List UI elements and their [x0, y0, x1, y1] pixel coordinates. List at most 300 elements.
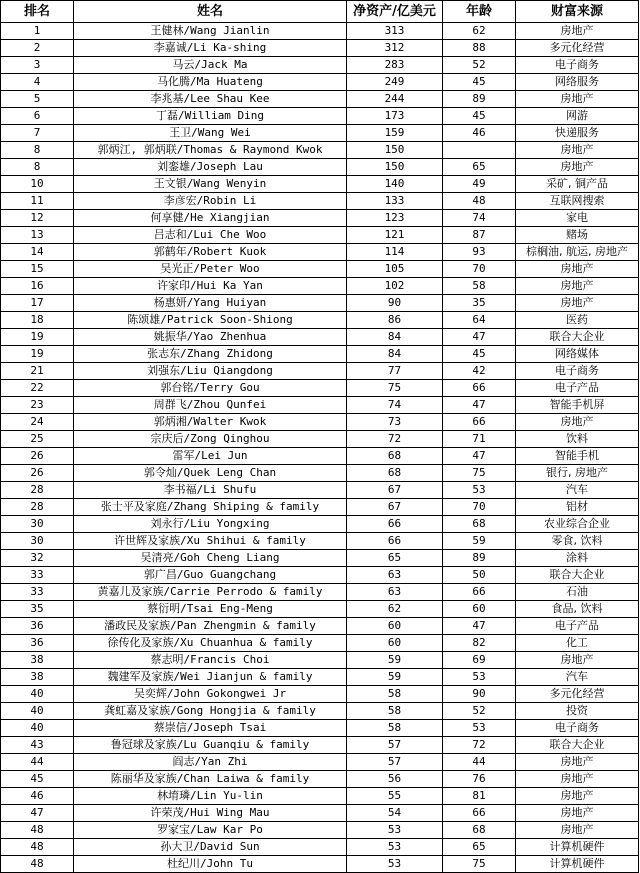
rank-cell: 33	[1, 567, 74, 584]
rank-cell: 30	[1, 533, 74, 550]
rank-cell: 2	[1, 40, 74, 57]
name-cell: 魏建军及家族/Wei Jianjun & family	[74, 669, 347, 686]
net-worth-cell: 57	[347, 754, 443, 771]
source-cell: 网络服务	[516, 74, 639, 91]
net-worth-cell: 66	[347, 516, 443, 533]
name-cell: 吴奕辉/John Gokongwei Jr	[74, 686, 347, 703]
net-worth-cell: 68	[347, 448, 443, 465]
age-cell: 59	[443, 533, 516, 550]
table-row	[1, 771, 639, 788]
age-cell: 68	[443, 516, 516, 533]
age-cell: 89	[443, 550, 516, 567]
name-cell: 鲁冠球及家族/Lu Guanqiu & family	[74, 737, 347, 754]
net-worth-cell: 60	[347, 635, 443, 652]
table-row	[1, 312, 639, 329]
source-cell: 涂料	[516, 550, 639, 567]
rank-cell: 32	[1, 550, 74, 567]
source-cell: 电子商务	[516, 363, 639, 380]
table-row	[1, 703, 639, 720]
source-cell: 计算机硬件	[516, 856, 639, 873]
rank-cell: 25	[1, 431, 74, 448]
name-cell: 郭广昌/Guo Guangchang	[74, 567, 347, 584]
source-cell: 化工	[516, 635, 639, 652]
source-cell: 房地产	[516, 754, 639, 771]
table-row	[1, 516, 639, 533]
source-cell: 电子产品	[516, 380, 639, 397]
net-worth-cell: 72	[347, 431, 443, 448]
name-cell: 吴光正/Peter Woo	[74, 261, 347, 278]
age-cell: 66	[443, 584, 516, 601]
age-cell: 75	[443, 856, 516, 873]
age-cell: 53	[443, 482, 516, 499]
age-cell: 66	[443, 380, 516, 397]
name-cell: 吕志和/Lui Che Woo	[74, 227, 347, 244]
net-worth-cell: 63	[347, 584, 443, 601]
age-cell: 89	[443, 91, 516, 108]
rank-cell: 13	[1, 227, 74, 244]
header-rank: 排名	[1, 1, 74, 23]
table-row	[1, 261, 639, 278]
table-row	[1, 822, 639, 839]
age-cell: 47	[443, 397, 516, 414]
name-cell: 郭令灿/Quek Leng Chan	[74, 465, 347, 482]
source-cell: 房地产	[516, 142, 639, 159]
age-cell: 50	[443, 567, 516, 584]
table-row	[1, 159, 639, 176]
net-worth-cell: 74	[347, 397, 443, 414]
table-row	[1, 550, 639, 567]
table-row	[1, 363, 639, 380]
name-cell: 马云/Jack Ma	[74, 57, 347, 74]
age-cell: 45	[443, 108, 516, 125]
age-cell: 87	[443, 227, 516, 244]
name-cell: 蔡崇信/Joseph Tsai	[74, 720, 347, 737]
rank-cell: 48	[1, 822, 74, 839]
net-worth-cell: 312	[347, 40, 443, 57]
source-cell: 互联网搜索	[516, 193, 639, 210]
source-cell: 网络媒体	[516, 346, 639, 363]
name-cell: 许荣茂/Hui Wing Mau	[74, 805, 347, 822]
rank-cell: 7	[1, 125, 74, 142]
age-cell: 53	[443, 720, 516, 737]
table-row	[1, 74, 639, 91]
rank-cell: 35	[1, 601, 74, 618]
rank-cell: 19	[1, 346, 74, 363]
net-worth-cell: 53	[347, 856, 443, 873]
table-row	[1, 856, 639, 873]
table-row	[1, 652, 639, 669]
table-row	[1, 686, 639, 703]
table-row	[1, 57, 639, 74]
name-cell: 何享健/He Xiangjian	[74, 210, 347, 227]
net-worth-cell: 133	[347, 193, 443, 210]
source-cell: 房地产	[516, 805, 639, 822]
name-cell: 孙大卫/David Sun	[74, 839, 347, 856]
table-row	[1, 448, 639, 465]
table-row	[1, 754, 639, 771]
source-cell: 房地产	[516, 23, 639, 40]
rank-cell: 40	[1, 703, 74, 720]
rank-cell: 38	[1, 652, 74, 669]
table-row	[1, 125, 639, 142]
name-cell: 李彦宏/Robin Li	[74, 193, 347, 210]
name-cell: 徐传化及家族/Xu Chuanhua & family	[74, 635, 347, 652]
rank-cell: 3	[1, 57, 74, 74]
rank-cell: 38	[1, 669, 74, 686]
name-cell: 吴清亮/Goh Cheng Liang	[74, 550, 347, 567]
net-worth-cell: 58	[347, 720, 443, 737]
source-cell: 房地产	[516, 295, 639, 312]
name-cell: 王文银/Wang Wenyin	[74, 176, 347, 193]
rank-cell: 44	[1, 754, 74, 771]
age-cell: 53	[443, 669, 516, 686]
net-worth-cell: 68	[347, 465, 443, 482]
source-cell: 房地产	[516, 159, 639, 176]
source-cell: 房地产	[516, 414, 639, 431]
name-cell: 郭台铭/Terry Gou	[74, 380, 347, 397]
table-row	[1, 482, 639, 499]
net-worth-cell: 150	[347, 142, 443, 159]
age-cell: 47	[443, 618, 516, 635]
table-row	[1, 788, 639, 805]
table-body	[1, 23, 639, 873]
net-worth-cell: 244	[347, 91, 443, 108]
age-cell: 49	[443, 176, 516, 193]
name-cell: 丁磊/William Ding	[74, 108, 347, 125]
rank-cell: 6	[1, 108, 74, 125]
age-cell: 71	[443, 431, 516, 448]
table-row	[1, 839, 639, 856]
table-row	[1, 618, 639, 635]
net-worth-cell: 75	[347, 380, 443, 397]
name-cell: 阎志/Yan Zhi	[74, 754, 347, 771]
source-cell: 电子产品	[516, 618, 639, 635]
source-cell: 多元化经营	[516, 40, 639, 57]
rank-cell: 8	[1, 159, 74, 176]
age-cell: 46	[443, 125, 516, 142]
name-cell: 蔡志明/Francis Choi	[74, 652, 347, 669]
rank-cell: 11	[1, 193, 74, 210]
rank-cell: 30	[1, 516, 74, 533]
net-worth-cell: 77	[347, 363, 443, 380]
source-cell: 投资	[516, 703, 639, 720]
header-source: 财富来源	[516, 1, 639, 23]
table-row	[1, 108, 639, 125]
table-row	[1, 244, 639, 261]
table-row	[1, 499, 639, 516]
rank-cell: 48	[1, 839, 74, 856]
table-row	[1, 584, 639, 601]
age-cell	[443, 142, 516, 159]
name-cell: 雷军/Lei Jun	[74, 448, 347, 465]
rank-cell: 24	[1, 414, 74, 431]
source-cell: 电子商务	[516, 57, 639, 74]
name-cell: 黄嘉儿及家族/Carrie Perrodo & family	[74, 584, 347, 601]
name-cell: 许世辉及家族/Xu Shihui & family	[74, 533, 347, 550]
source-cell: 饮料	[516, 431, 639, 448]
net-worth-cell: 53	[347, 839, 443, 856]
net-worth-cell: 65	[347, 550, 443, 567]
table-row	[1, 23, 639, 40]
age-cell: 74	[443, 210, 516, 227]
table-row	[1, 278, 639, 295]
age-cell: 90	[443, 686, 516, 703]
net-worth-cell: 86	[347, 312, 443, 329]
net-worth-cell: 283	[347, 57, 443, 74]
rank-cell: 21	[1, 363, 74, 380]
name-cell: 郭炳江, 郭炳联/Thomas & Raymond Kwok	[74, 142, 347, 159]
header-net-worth: 净资产/亿美元	[347, 1, 443, 23]
rank-cell: 28	[1, 482, 74, 499]
name-cell: 陈丽华及家族/Chan Laiwa & family	[74, 771, 347, 788]
rank-cell: 10	[1, 176, 74, 193]
table-row	[1, 720, 639, 737]
age-cell: 65	[443, 159, 516, 176]
net-worth-cell: 56	[347, 771, 443, 788]
net-worth-cell: 58	[347, 686, 443, 703]
net-worth-cell: 66	[347, 533, 443, 550]
name-cell: 宗庆后/Zong Qinghou	[74, 431, 347, 448]
header-name: 姓名	[74, 1, 347, 23]
net-worth-cell: 90	[347, 295, 443, 312]
table-row	[1, 40, 639, 57]
name-cell: 许家印/Hui Ka Yan	[74, 278, 347, 295]
age-cell: 52	[443, 57, 516, 74]
source-cell: 银行, 房地产	[516, 465, 639, 482]
source-cell: 智能手机屏	[516, 397, 639, 414]
rank-cell: 33	[1, 584, 74, 601]
rank-cell: 5	[1, 91, 74, 108]
source-cell: 网游	[516, 108, 639, 125]
rank-cell: 19	[1, 329, 74, 346]
net-worth-cell: 102	[347, 278, 443, 295]
source-cell: 石油	[516, 584, 639, 601]
age-cell: 68	[443, 822, 516, 839]
name-cell: 张士平及家庭/Zhang Shiping & family	[74, 499, 347, 516]
table-row	[1, 91, 639, 108]
net-worth-cell: 159	[347, 125, 443, 142]
source-cell: 采矿, 铜产品	[516, 176, 639, 193]
age-cell: 60	[443, 601, 516, 618]
name-cell: 王卫/Wang Wei	[74, 125, 347, 142]
header-row	[1, 1, 639, 23]
source-cell: 房地产	[516, 278, 639, 295]
net-worth-cell: 67	[347, 499, 443, 516]
source-cell: 房地产	[516, 652, 639, 669]
name-cell: 郭鹤年/Robert Kuok	[74, 244, 347, 261]
table-row	[1, 346, 639, 363]
rank-cell: 26	[1, 465, 74, 482]
name-cell: 李嘉诚/Li Ka-shing	[74, 40, 347, 57]
age-cell: 44	[443, 754, 516, 771]
age-cell: 45	[443, 74, 516, 91]
rank-cell: 47	[1, 805, 74, 822]
age-cell: 76	[443, 771, 516, 788]
age-cell: 52	[443, 703, 516, 720]
age-cell: 47	[443, 448, 516, 465]
age-cell: 35	[443, 295, 516, 312]
rank-cell: 1	[1, 23, 74, 40]
net-worth-cell: 249	[347, 74, 443, 91]
table-row	[1, 414, 639, 431]
source-cell: 计算机硬件	[516, 839, 639, 856]
net-worth-cell: 54	[347, 805, 443, 822]
rank-cell: 46	[1, 788, 74, 805]
source-cell: 联合大企业	[516, 567, 639, 584]
net-worth-cell: 114	[347, 244, 443, 261]
rank-cell: 36	[1, 635, 74, 652]
age-cell: 70	[443, 499, 516, 516]
name-cell: 罗家宝/Law Kar Po	[74, 822, 347, 839]
net-worth-cell: 53	[347, 822, 443, 839]
source-cell: 房地产	[516, 261, 639, 278]
table-row	[1, 737, 639, 754]
table-row	[1, 805, 639, 822]
age-cell: 66	[443, 805, 516, 822]
net-worth-cell: 57	[347, 737, 443, 754]
table-row	[1, 669, 639, 686]
table-row	[1, 533, 639, 550]
rank-cell: 8	[1, 142, 74, 159]
name-cell: 林堉璘/Lin Yu-lin	[74, 788, 347, 805]
age-cell: 81	[443, 788, 516, 805]
source-cell: 房地产	[516, 822, 639, 839]
rank-cell: 14	[1, 244, 74, 261]
source-cell: 快递服务	[516, 125, 639, 142]
net-worth-cell: 55	[347, 788, 443, 805]
name-cell: 王健林/Wang Jianlin	[74, 23, 347, 40]
source-cell: 零食, 饮料	[516, 533, 639, 550]
age-cell: 45	[443, 346, 516, 363]
source-cell: 医药	[516, 312, 639, 329]
age-cell: 64	[443, 312, 516, 329]
net-worth-cell: 59	[347, 669, 443, 686]
table-row	[1, 380, 639, 397]
table-row	[1, 295, 639, 312]
table-row	[1, 601, 639, 618]
age-cell: 42	[443, 363, 516, 380]
net-worth-cell: 105	[347, 261, 443, 278]
rank-cell: 17	[1, 295, 74, 312]
age-cell: 88	[443, 40, 516, 57]
age-cell: 69	[443, 652, 516, 669]
table-row	[1, 210, 639, 227]
table-row	[1, 142, 639, 159]
net-worth-cell: 59	[347, 652, 443, 669]
name-cell: 刘强东/Liu Qiangdong	[74, 363, 347, 380]
table-row	[1, 193, 639, 210]
age-cell: 62	[443, 23, 516, 40]
rank-cell: 16	[1, 278, 74, 295]
rank-cell: 48	[1, 856, 74, 873]
rank-cell: 15	[1, 261, 74, 278]
source-cell: 赌场	[516, 227, 639, 244]
source-cell: 联合大企业	[516, 737, 639, 754]
age-cell: 58	[443, 278, 516, 295]
table-row	[1, 227, 639, 244]
net-worth-cell: 313	[347, 23, 443, 40]
name-cell: 李书福/Li Shufu	[74, 482, 347, 499]
source-cell: 智能手机	[516, 448, 639, 465]
age-cell: 66	[443, 414, 516, 431]
source-cell: 多元化经营	[516, 686, 639, 703]
name-cell: 李兆基/Lee Shau Kee	[74, 91, 347, 108]
net-worth-cell: 60	[347, 618, 443, 635]
net-worth-cell: 140	[347, 176, 443, 193]
net-worth-cell: 84	[347, 346, 443, 363]
rank-cell: 45	[1, 771, 74, 788]
header-age: 年龄	[443, 1, 516, 23]
rank-cell: 23	[1, 397, 74, 414]
rank-cell: 26	[1, 448, 74, 465]
rank-cell: 28	[1, 499, 74, 516]
rank-cell: 22	[1, 380, 74, 397]
age-cell: 65	[443, 839, 516, 856]
age-cell: 75	[443, 465, 516, 482]
source-cell: 家电	[516, 210, 639, 227]
net-worth-cell: 67	[347, 482, 443, 499]
net-worth-cell: 123	[347, 210, 443, 227]
net-worth-cell: 150	[347, 159, 443, 176]
age-cell: 72	[443, 737, 516, 754]
net-worth-cell: 121	[347, 227, 443, 244]
name-cell: 周群飞/Zhou Qunfei	[74, 397, 347, 414]
age-cell: 48	[443, 193, 516, 210]
rank-cell: 36	[1, 618, 74, 635]
rank-cell: 18	[1, 312, 74, 329]
source-cell: 房地产	[516, 771, 639, 788]
age-cell: 47	[443, 329, 516, 346]
name-cell: 龚虹嘉及家族/Gong Hongjia & family	[74, 703, 347, 720]
rank-cell: 40	[1, 686, 74, 703]
source-cell: 铝材	[516, 499, 639, 516]
source-cell: 汽车	[516, 669, 639, 686]
rank-cell: 43	[1, 737, 74, 754]
name-cell: 陈颂雄/Patrick Soon-Shiong	[74, 312, 347, 329]
name-cell: 刘銮雄/Joseph Lau	[74, 159, 347, 176]
table-row	[1, 397, 639, 414]
name-cell: 刘永行/Liu Yongxing	[74, 516, 347, 533]
rank-cell: 40	[1, 720, 74, 737]
table-row	[1, 465, 639, 482]
source-cell: 房地产	[516, 91, 639, 108]
rank-cell: 4	[1, 74, 74, 91]
source-cell: 联合大企业	[516, 329, 639, 346]
name-cell: 郭炳湘/Walter Kwok	[74, 414, 347, 431]
source-cell: 食品, 饮料	[516, 601, 639, 618]
name-cell: 杜纪川/John Tu	[74, 856, 347, 873]
net-worth-cell: 73	[347, 414, 443, 431]
source-cell: 棕榈油, 航运, 房地产	[516, 244, 639, 261]
name-cell: 马化腾/Ma Huateng	[74, 74, 347, 91]
name-cell: 潘政民及家族/Pan Zhengmin & family	[74, 618, 347, 635]
age-cell: 93	[443, 244, 516, 261]
net-worth-cell: 84	[347, 329, 443, 346]
table-row	[1, 567, 639, 584]
table-row	[1, 176, 639, 193]
age-cell: 70	[443, 261, 516, 278]
name-cell: 杨惠妍/Yang Huiyan	[74, 295, 347, 312]
source-cell: 房地产	[516, 788, 639, 805]
table-row	[1, 635, 639, 652]
source-cell: 汽车	[516, 482, 639, 499]
source-cell: 农业综合企业	[516, 516, 639, 533]
net-worth-cell: 58	[347, 703, 443, 720]
name-cell: 姚振华/Yao Zhenhua	[74, 329, 347, 346]
source-cell: 电子商务	[516, 720, 639, 737]
name-cell: 蔡衍明/Tsai Eng-Meng	[74, 601, 347, 618]
table-row	[1, 431, 639, 448]
